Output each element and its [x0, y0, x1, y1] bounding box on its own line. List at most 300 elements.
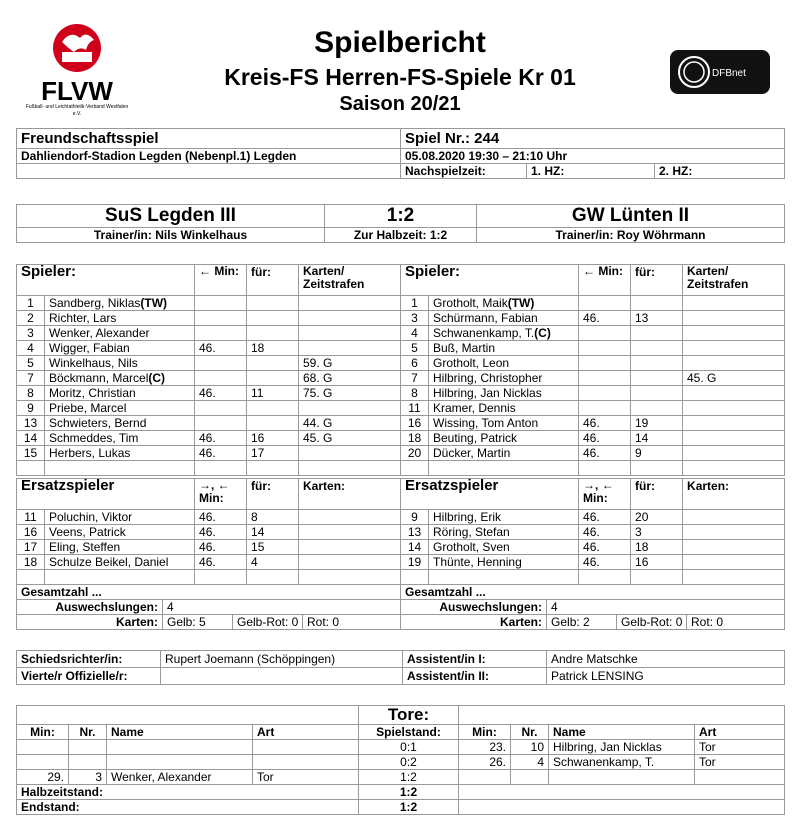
home-player-name [45, 416, 195, 431]
home-player-cards [299, 341, 401, 356]
away-sub-name: Röring, Stefan [429, 525, 579, 540]
home-player-sub-min [195, 296, 247, 311]
away-player-replaced-by: 13 [631, 311, 683, 326]
away-player-name-text: Kramer, Dennis [433, 401, 516, 415]
home-sub-min: 46. [195, 540, 247, 555]
away-player-cards [683, 356, 785, 371]
goal-score-header: Spielstand: [359, 725, 459, 740]
home-player-replaced-by [247, 356, 299, 371]
away-player-name [429, 386, 579, 401]
home-player-cards: 45. G [299, 431, 401, 446]
away-goal-art-header: Art [695, 725, 785, 740]
away-player-cards [683, 386, 785, 401]
away-players-header: Spieler: [401, 265, 579, 296]
goals-title: Tore: [359, 706, 459, 725]
home-player-number: 7 [17, 371, 45, 386]
away-red: Rot: 0 [687, 615, 785, 630]
hz2-label: 2. HZ: [655, 164, 785, 179]
home-player-sub-min [195, 311, 247, 326]
home-trainer: Trainer/in: Nils Winkelhaus [17, 228, 325, 243]
away-player-name [429, 311, 579, 326]
away-sub-min: 46. [579, 510, 631, 525]
away-sub-number: 19 [401, 555, 429, 570]
hz1-label: 1. HZ: [527, 164, 655, 179]
home-player-sub-min [195, 416, 247, 431]
away-player-name [429, 371, 579, 386]
away-player-replaced-by: 19 [631, 416, 683, 431]
away-player-replaced-by [631, 326, 683, 341]
away-player-name-text: Grotholt, Maik [433, 296, 508, 310]
away-player-replaced-by: 14 [631, 431, 683, 446]
assistant1-label: Assistent/in I: [403, 651, 547, 668]
halftime-empty [459, 785, 785, 800]
away-totals-label: Gesamtzahl ... [401, 585, 785, 600]
away-goal-nr: 4 [511, 755, 549, 770]
away-player-name-text: Wissing, Tom Anton [433, 416, 539, 430]
home-sub-cards [299, 540, 401, 555]
final-empty [459, 800, 785, 815]
player-row [17, 311, 785, 326]
home-sub-number: 17 [17, 540, 45, 555]
away-player-replaced-by [631, 356, 683, 371]
away-goal-nr-header: Nr. [511, 725, 549, 740]
home-player-name-text: Winkelhaus, Nils [49, 356, 138, 370]
home-player-cards [299, 326, 401, 341]
players-table [16, 264, 785, 476]
away-player-name [429, 401, 579, 416]
home-sub-for: 8 [247, 510, 299, 525]
away-player-replaced-by [631, 371, 683, 386]
home-player-number: 4 [17, 341, 45, 356]
goal-score: 0:1 [359, 740, 459, 755]
away-goal-name-header: Name [549, 725, 695, 740]
home-player-name-text: Böckmann, Marcel [49, 371, 149, 385]
home-goal-nr: 3 [69, 770, 107, 785]
home-players-header: Spieler: [17, 265, 195, 296]
home-subs-min-header: →, ← Min: [195, 479, 247, 510]
away-player-name-text: Dücker, Martin [433, 446, 511, 460]
home-player-number: 3 [17, 326, 45, 341]
away-goal-min [459, 770, 511, 785]
away-sub-number: 9 [401, 510, 429, 525]
away-player-name-text: Hilbring, Jan Nicklas [433, 386, 542, 400]
home-player-number: 5 [17, 356, 45, 371]
away-sub-min: 46. [579, 540, 631, 555]
halftime-label: Halbzeitstand: [17, 785, 359, 800]
home-player-replaced-by [247, 326, 299, 341]
home-sub-number: 18 [17, 555, 45, 570]
home-player-name [45, 356, 195, 371]
away-sub-number: 14 [401, 540, 429, 555]
home-player-name-text: Richter, Lars [49, 311, 117, 325]
away-goal-name [549, 770, 695, 785]
player-row [17, 371, 785, 386]
away-sub-name: Thünte, Henning [429, 555, 579, 570]
home-player-cards: 75. G [299, 386, 401, 401]
away-player-name [429, 326, 579, 341]
away-player-replaced-by: 9 [631, 446, 683, 461]
home-cards-label: Karten: [17, 615, 163, 630]
away-player-cards [683, 296, 785, 311]
fourth-official-label: Vierte/r Offizielle/r: [17, 668, 161, 685]
home-team: SuS Legden III [17, 205, 325, 228]
home-player-name [45, 431, 195, 446]
teams-table [16, 204, 785, 243]
away-player-sub-min [579, 296, 631, 311]
away-player-cards [683, 401, 785, 416]
away-sub-cards [683, 510, 785, 525]
away-player-name [429, 341, 579, 356]
flvw-logo-subtext: Fußball- und Leichtathletik-Verband Westfalen e.V. [25, 104, 129, 117]
home-subs-count-label: Auswechslungen: [17, 600, 163, 615]
venue: Dahliendorf-Stadion Legden (Nebenpl.1) Legden [17, 149, 401, 164]
player-row [17, 296, 785, 311]
home-subs-fuer-header: für: [247, 479, 299, 510]
goal-score: 1:2 [359, 770, 459, 785]
away-goal-art [695, 770, 785, 785]
home-player-name [45, 371, 195, 386]
nachspielzeit-label: Nachspielzeit: [401, 164, 527, 179]
away-sub-for: 18 [631, 540, 683, 555]
away-player-cards [683, 311, 785, 326]
away-player-cards [683, 341, 785, 356]
away-subs-count: 4 [547, 600, 785, 615]
home-goal-nr [69, 755, 107, 770]
away-subs-count-label: Auswechslungen: [401, 600, 547, 615]
final-score: 1:2 [359, 800, 459, 815]
home-goal-name [107, 740, 253, 755]
away-player-sub-min [579, 356, 631, 371]
home-goal-art: Tor [253, 770, 359, 785]
away-sub-for: 20 [631, 510, 683, 525]
home-sub-for: 4 [247, 555, 299, 570]
spacer-row [17, 461, 785, 476]
svg-text:FLVW: FLVW [41, 76, 113, 106]
home-goal-nr [69, 740, 107, 755]
home-player-sub-min [195, 371, 247, 386]
home-player-name [45, 326, 195, 341]
player-row [17, 431, 785, 446]
home-player-name [45, 401, 195, 416]
home-player-sub-min: 46. [195, 431, 247, 446]
home-sub-cards [299, 555, 401, 570]
home-player-cards [299, 401, 401, 416]
home-player-cards: 44. G [299, 416, 401, 431]
away-goal-art: Tor [695, 755, 785, 770]
home-sub-for: 15 [247, 540, 299, 555]
home-player-replaced-by: 17 [247, 446, 299, 461]
subs-table [16, 478, 785, 585]
away-subs-min-header: →, ← Min: [579, 479, 631, 510]
home-cards-header: Karten/ Zeitstrafen [299, 265, 401, 296]
away-sub-for: 3 [631, 525, 683, 540]
away-team: GW Lünten II [477, 205, 785, 228]
assistant1: Andre Matschke [547, 651, 785, 668]
home-player-sub-min: 46. [195, 446, 247, 461]
final-label: Endstand: [17, 800, 359, 815]
away-player-name [429, 296, 579, 311]
home-player-sub-min [195, 356, 247, 371]
goal-score: 0:2 [359, 755, 459, 770]
home-player-name-text: Priebe, Marcel [49, 401, 127, 415]
away-yellow: Gelb: 2 [547, 615, 617, 630]
home-player-number: 2 [17, 311, 45, 326]
away-player-cards [683, 326, 785, 341]
away-goal-min-header: Min: [459, 725, 511, 740]
away-goal-min: 23. [459, 740, 511, 755]
away-player-name-text: Hilbring, Christopher [433, 371, 543, 385]
away-player-number: 18 [401, 431, 429, 446]
home-goal-min-header: Min: [17, 725, 69, 740]
away-sub-min: 46. [579, 555, 631, 570]
home-player-sub-min [195, 326, 247, 341]
player-row [17, 341, 785, 356]
home-player-replaced-by: 11 [247, 386, 299, 401]
home-player-name-text: Wenker, Alexander [49, 326, 150, 340]
away-goal-name: Hilbring, Jan Nicklas [549, 740, 695, 755]
home-player-number: 13 [17, 416, 45, 431]
home-player-replaced-by [247, 401, 299, 416]
away-player-sub-min: 46. [579, 431, 631, 446]
away-player-name-text: Buß, Martin [433, 341, 496, 355]
away-player-sub-min [579, 341, 631, 356]
away-player-number: 7 [401, 371, 429, 386]
away-sub-cards [683, 540, 785, 555]
away-min-header: ← Min: [579, 265, 631, 296]
sub-row [17, 540, 785, 555]
away-player-sub-min [579, 401, 631, 416]
assistant2: Patrick LENSING [547, 668, 785, 685]
goal-row [17, 755, 785, 770]
home-player-sub-min [195, 401, 247, 416]
home-player-replaced-by [247, 371, 299, 386]
away-player-number: 1 [401, 296, 429, 311]
away-player-number: 4 [401, 326, 429, 341]
away-player-number: 8 [401, 386, 429, 401]
home-player-replaced-by [247, 296, 299, 311]
spiel-nr: Spiel Nr.: 244 [401, 129, 785, 149]
away-sub-name: Hilbring, Erik [429, 510, 579, 525]
sub-row [17, 510, 785, 525]
away-player-name [429, 416, 579, 431]
home-goal-min [17, 755, 69, 770]
away-player-sub-min [579, 326, 631, 341]
away-player-sub-min [579, 371, 631, 386]
score: 1:2 [325, 205, 477, 228]
home-player-sub-min: 46. [195, 386, 247, 401]
away-cards-header: Karten/ Zeitstrafen [683, 265, 785, 296]
away-player-number: 11 [401, 401, 429, 416]
final-row [17, 800, 785, 815]
away-fuer-header: für: [631, 265, 683, 296]
home-player-name-text: Wigger, Fabian [49, 341, 130, 355]
away-player-replaced-by [631, 296, 683, 311]
player-row [17, 446, 785, 461]
away-sub-number: 13 [401, 525, 429, 540]
spacer-row [17, 570, 785, 585]
home-sub-number: 16 [17, 525, 45, 540]
home-player-name-text: Moritz, Christian [49, 386, 136, 400]
away-player-cards [683, 446, 785, 461]
home-player-name-text: Herbers, Lukas [49, 446, 131, 460]
home-totals-label: Gesamtzahl ... [17, 585, 401, 600]
home-player-number: 15 [17, 446, 45, 461]
home-player-cards [299, 446, 401, 461]
away-player-cards [683, 431, 785, 446]
away-goal-nr [511, 770, 549, 785]
away-yellowred: Gelb-Rot: 0 [617, 615, 687, 630]
away-subs-fuer-header: für: [631, 479, 683, 510]
home-sub-for: 14 [247, 525, 299, 540]
away-subs-cards-header: Karten: [683, 479, 785, 510]
home-sub-min: 46. [195, 525, 247, 540]
page-title: Spielbericht [314, 26, 486, 59]
away-player-sub-min: 46. [579, 311, 631, 326]
away-player-name [429, 431, 579, 446]
halftime-score: Zur Halbzeit: 1:2 [325, 228, 477, 243]
svg-text:DFBnet: DFBnet [712, 68, 746, 79]
away-player-name-text: Beuting, Patrick [433, 431, 518, 445]
away-player-cards: 45. G [683, 371, 785, 386]
home-red: Rot: 0 [303, 615, 401, 630]
away-player-role: (C) [534, 326, 551, 340]
home-subs-count: 4 [163, 600, 401, 615]
home-player-cards: 68. G [299, 371, 401, 386]
away-goal-nr: 10 [511, 740, 549, 755]
home-fuer-header: für: [247, 265, 299, 296]
home-sub-min: 46. [195, 555, 247, 570]
home-player-cards [299, 296, 401, 311]
away-player-replaced-by [631, 386, 683, 401]
home-sub-cards [299, 510, 401, 525]
halftime-row [17, 785, 785, 800]
goal-row [17, 740, 785, 755]
away-player-name-text: Schürmann, Fabian [433, 311, 538, 325]
away-player-sub-min: 46. [579, 446, 631, 461]
home-player-sub-min: 46. [195, 341, 247, 356]
home-goal-min: 29. [17, 770, 69, 785]
player-row [17, 356, 785, 371]
away-player-number: 20 [401, 446, 429, 461]
home-player-name [45, 341, 195, 356]
match-type: Freundschaftsspiel [17, 129, 401, 149]
away-player-name-text: Schwanenkamp, T. [433, 326, 535, 340]
away-sub-for: 16 [631, 555, 683, 570]
home-player-replaced-by: 16 [247, 431, 299, 446]
home-subs-cards-header: Karten: [299, 479, 401, 510]
home-player-name [45, 296, 195, 311]
away-player-name-text: Grotholt, Leon [433, 356, 510, 370]
home-goal-name: Wenker, Alexander [107, 770, 253, 785]
away-cards-label: Karten: [401, 615, 547, 630]
away-player-name [429, 356, 579, 371]
match-info-table [16, 128, 785, 179]
home-player-replaced-by [247, 416, 299, 431]
home-yellow: Gelb: 5 [163, 615, 233, 630]
home-player-replaced-by [247, 311, 299, 326]
home-sub-name: Eling, Steffen [45, 540, 195, 555]
home-player-name [45, 446, 195, 461]
flvw-logo [22, 22, 132, 130]
home-sub-min: 46. [195, 510, 247, 525]
season-title: Saison 20/21 [339, 93, 461, 115]
away-player-role: (TW) [507, 296, 535, 310]
home-goal-art [253, 740, 359, 755]
home-player-number: 9 [17, 401, 45, 416]
goal-row [17, 770, 785, 785]
competition-title: Kreis-FS Herren-FS-Spiele Kr 01 [224, 64, 576, 90]
away-player-number: 5 [401, 341, 429, 356]
player-row [17, 401, 785, 416]
home-player-role: (C) [148, 371, 166, 385]
home-yellowred: Gelb-Rot: 0 [233, 615, 303, 630]
home-player-number: 8 [17, 386, 45, 401]
away-sub-name: Grotholt, Sven [429, 540, 579, 555]
away-player-sub-min: 46. [579, 416, 631, 431]
home-player-cards [299, 311, 401, 326]
home-player-name-text: Schmeddes, Tim [49, 431, 139, 445]
home-sub-cards [299, 525, 401, 540]
assistant2-label: Assistent/in II: [403, 668, 547, 685]
sub-row [17, 555, 785, 570]
away-sub-cards [683, 555, 785, 570]
goals-table [16, 705, 785, 815]
home-subs-header: Ersatzspieler [17, 479, 195, 510]
officials-table [16, 650, 785, 685]
away-player-replaced-by [631, 341, 683, 356]
player-row [17, 326, 785, 341]
referee: Rupert Joemann (Schöppingen) [161, 651, 403, 668]
away-goal-min: 26. [459, 755, 511, 770]
home-goal-name-header: Name [107, 725, 253, 740]
home-sub-name: Schulze Beikel, Daniel [45, 555, 195, 570]
away-player-number: 3 [401, 311, 429, 326]
home-sub-number: 11 [17, 510, 45, 525]
home-player-role: (TW) [140, 296, 168, 310]
home-player-name-text: Schwieters, Bernd [49, 416, 147, 430]
away-player-number: 6 [401, 356, 429, 371]
home-player-number: 14 [17, 431, 45, 446]
home-player-replaced-by: 18 [247, 341, 299, 356]
halftime-score: 1:2 [359, 785, 459, 800]
away-player-replaced-by [631, 401, 683, 416]
home-sub-name: Veens, Patrick [45, 525, 195, 540]
home-sub-name: Poluchin, Viktor [45, 510, 195, 525]
match-datetime: 05.08.2020 19:30 – 21:10 Uhr [401, 149, 785, 164]
home-player-name [45, 386, 195, 401]
away-trainer: Trainer/in: Roy Wöhrmann [477, 228, 785, 243]
away-player-cards [683, 416, 785, 431]
referee-label: Schiedsrichter/in: [17, 651, 161, 668]
away-goal-art: Tor [695, 740, 785, 755]
dfbnet-logo [670, 50, 770, 94]
home-goal-min [17, 740, 69, 755]
player-row [17, 416, 785, 431]
away-goal-name: Schwanenkamp, T. [549, 755, 695, 770]
away-player-number: 16 [401, 416, 429, 431]
totals-table [16, 584, 785, 630]
home-goal-art-header: Art [253, 725, 359, 740]
home-goal-art [253, 755, 359, 770]
away-sub-min: 46. [579, 525, 631, 540]
home-player-name [45, 311, 195, 326]
home-player-cards: 59. G [299, 356, 401, 371]
away-subs-header: Ersatzspieler [401, 479, 579, 510]
away-sub-cards [683, 525, 785, 540]
home-goal-name [107, 755, 253, 770]
player-row [17, 386, 785, 401]
home-goal-nr-header: Nr. [69, 725, 107, 740]
